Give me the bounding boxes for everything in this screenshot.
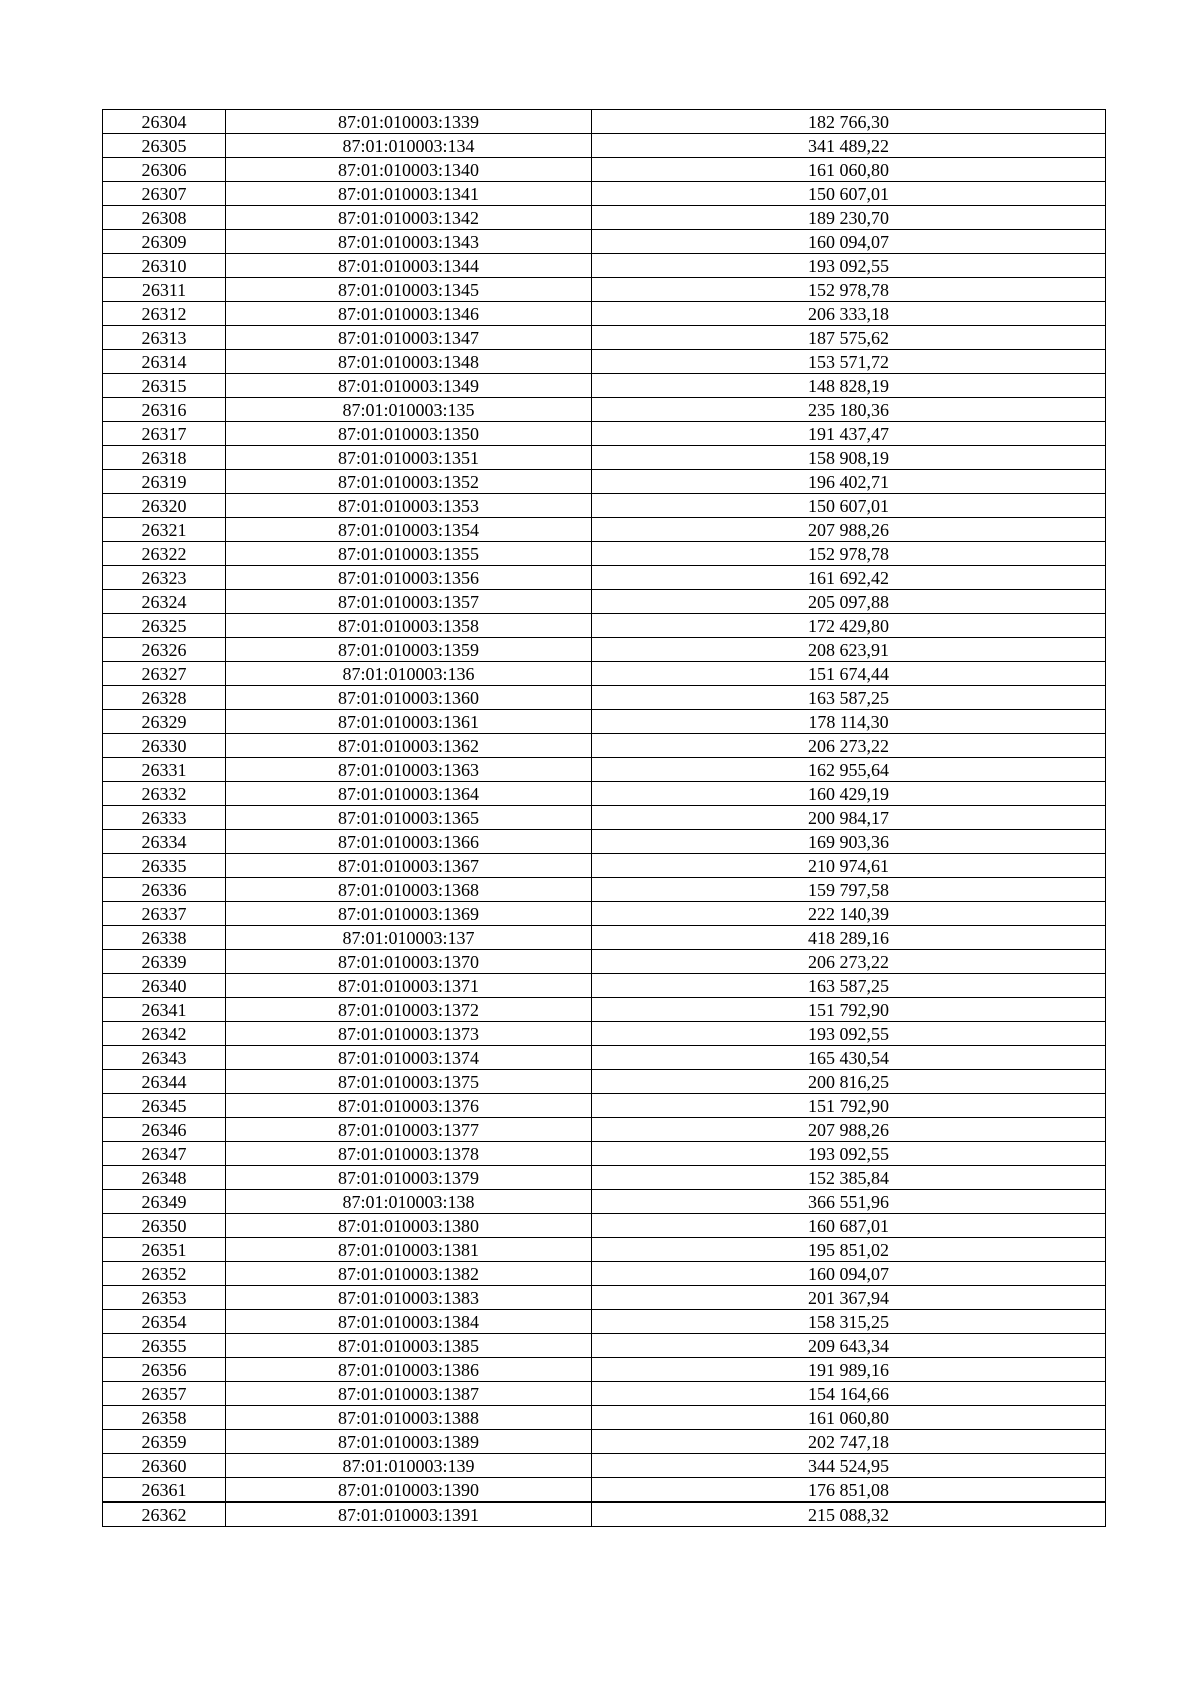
value-cell: 191 437,47 [592, 422, 1106, 446]
row-number-cell: 26335 [103, 854, 226, 878]
cadastral-number-cell: 87:01:010003:1356 [226, 566, 592, 590]
table-row [103, 1262, 1106, 1286]
table-row [103, 350, 1106, 374]
table-row [103, 1334, 1106, 1358]
cadastral-number-cell: 87:01:010003:1388 [226, 1406, 592, 1430]
row-number-cell: 26325 [103, 614, 226, 638]
cadastral-number-cell: 87:01:010003:136 [226, 662, 592, 686]
row-number-cell: 26337 [103, 902, 226, 926]
value-cell: 222 140,39 [592, 902, 1106, 926]
value-cell: 158 908,19 [592, 446, 1106, 470]
cadastral-number-cell: 87:01:010003:1385 [226, 1334, 592, 1358]
row-number-cell: 26305 [103, 134, 226, 158]
row-number-cell: 26351 [103, 1238, 226, 1262]
row-number-cell: 26356 [103, 1358, 226, 1382]
table-row [103, 182, 1106, 206]
value-cell: 206 273,22 [592, 950, 1106, 974]
cadastral-number-cell: 87:01:010003:1366 [226, 830, 592, 854]
value-cell: 235 180,36 [592, 398, 1106, 422]
cadastral-number-cell: 87:01:010003:1339 [226, 110, 592, 134]
row-number-cell: 26352 [103, 1262, 226, 1286]
cadastral-number-cell: 87:01:010003:1390 [226, 1478, 592, 1503]
table-row [103, 998, 1106, 1022]
row-number-cell: 26362 [103, 1502, 226, 1527]
table-row [103, 206, 1106, 230]
value-cell: 341 489,22 [592, 134, 1106, 158]
cadastral-number-cell: 87:01:010003:1389 [226, 1430, 592, 1454]
cadastral-value-table [102, 109, 1106, 1527]
value-cell: 209 643,34 [592, 1334, 1106, 1358]
cadastral-number-cell: 87:01:010003:1354 [226, 518, 592, 542]
value-cell: 172 429,80 [592, 614, 1106, 638]
table-row [103, 1166, 1106, 1190]
cadastral-number-cell: 87:01:010003:138 [226, 1190, 592, 1214]
table-row [103, 110, 1106, 134]
row-number-cell: 26334 [103, 830, 226, 854]
value-cell: 152 978,78 [592, 278, 1106, 302]
value-cell: 169 903,36 [592, 830, 1106, 854]
table-row [103, 374, 1106, 398]
row-number-cell: 26328 [103, 686, 226, 710]
cadastral-number-cell: 87:01:010003:1374 [226, 1046, 592, 1070]
table-row [103, 278, 1106, 302]
row-number-cell: 26309 [103, 230, 226, 254]
cadastral-number-cell: 87:01:010003:1375 [226, 1070, 592, 1094]
cadastral-number-cell: 87:01:010003:1377 [226, 1118, 592, 1142]
row-number-cell: 26358 [103, 1406, 226, 1430]
row-number-cell: 26361 [103, 1478, 226, 1503]
value-cell: 206 333,18 [592, 302, 1106, 326]
value-cell: 200 984,17 [592, 806, 1106, 830]
row-number-cell: 26323 [103, 566, 226, 590]
cadastral-number-cell: 87:01:010003:1361 [226, 710, 592, 734]
table-row [103, 686, 1106, 710]
row-number-cell: 26307 [103, 182, 226, 206]
value-cell: 215 088,32 [592, 1502, 1106, 1527]
row-number-cell: 26310 [103, 254, 226, 278]
value-cell: 206 273,22 [592, 734, 1106, 758]
cadastral-number-cell: 87:01:010003:1376 [226, 1094, 592, 1118]
row-number-cell: 26357 [103, 1382, 226, 1406]
table-body [103, 110, 1106, 1527]
row-number-cell: 26333 [103, 806, 226, 830]
cadastral-number-cell: 87:01:010003:1382 [226, 1262, 592, 1286]
row-number-cell: 26339 [103, 950, 226, 974]
cadastral-number-cell: 87:01:010003:134 [226, 134, 592, 158]
table-row [103, 1118, 1106, 1142]
value-cell: 152 385,84 [592, 1166, 1106, 1190]
table-row [103, 734, 1106, 758]
row-number-cell: 26355 [103, 1334, 226, 1358]
table-row [103, 1310, 1106, 1334]
table-row [103, 1406, 1106, 1430]
table-row [103, 1070, 1106, 1094]
row-number-cell: 26350 [103, 1214, 226, 1238]
value-cell: 160 094,07 [592, 230, 1106, 254]
value-cell: 150 607,01 [592, 182, 1106, 206]
value-cell: 160 094,07 [592, 1262, 1106, 1286]
row-number-cell: 26316 [103, 398, 226, 422]
cadastral-number-cell: 87:01:010003:1383 [226, 1286, 592, 1310]
value-cell: 208 623,91 [592, 638, 1106, 662]
cadastral-number-cell: 87:01:010003:1381 [226, 1238, 592, 1262]
table-row [103, 542, 1106, 566]
value-cell: 161 692,42 [592, 566, 1106, 590]
table-row [103, 1478, 1106, 1503]
value-cell: 163 587,25 [592, 686, 1106, 710]
cadastral-number-cell: 87:01:010003:135 [226, 398, 592, 422]
value-cell: 193 092,55 [592, 1142, 1106, 1166]
value-cell: 196 402,71 [592, 470, 1106, 494]
value-cell: 191 989,16 [592, 1358, 1106, 1382]
table-row [103, 878, 1106, 902]
row-number-cell: 26304 [103, 110, 226, 134]
row-number-cell: 26326 [103, 638, 226, 662]
cadastral-number-cell: 87:01:010003:1371 [226, 974, 592, 998]
cadastral-number-cell: 87:01:010003:1355 [226, 542, 592, 566]
value-cell: 195 851,02 [592, 1238, 1106, 1262]
cadastral-number-cell: 87:01:010003:1341 [226, 182, 592, 206]
cadastral-number-cell: 87:01:010003:1344 [226, 254, 592, 278]
cadastral-number-cell: 87:01:010003:1357 [226, 590, 592, 614]
cadastral-number-cell: 87:01:010003:1345 [226, 278, 592, 302]
table-row [103, 662, 1106, 686]
table-row [103, 230, 1106, 254]
value-cell: 154 164,66 [592, 1382, 1106, 1406]
value-cell: 165 430,54 [592, 1046, 1106, 1070]
row-number-cell: 26317 [103, 422, 226, 446]
cadastral-number-cell: 87:01:010003:1340 [226, 158, 592, 182]
row-number-cell: 26342 [103, 1022, 226, 1046]
cadastral-number-cell: 87:01:010003:1373 [226, 1022, 592, 1046]
value-cell: 205 097,88 [592, 590, 1106, 614]
table-row [103, 830, 1106, 854]
table-row [103, 398, 1106, 422]
row-number-cell: 26340 [103, 974, 226, 998]
value-cell: 187 575,62 [592, 326, 1106, 350]
row-number-cell: 26344 [103, 1070, 226, 1094]
row-number-cell: 26336 [103, 878, 226, 902]
table-row [103, 782, 1106, 806]
row-number-cell: 26313 [103, 326, 226, 350]
row-number-cell: 26319 [103, 470, 226, 494]
row-number-cell: 26353 [103, 1286, 226, 1310]
cadastral-number-cell: 87:01:010003:1343 [226, 230, 592, 254]
row-number-cell: 26318 [103, 446, 226, 470]
table-row [103, 566, 1106, 590]
row-number-cell: 26332 [103, 782, 226, 806]
table-row [103, 518, 1106, 542]
cadastral-number-cell: 87:01:010003:1353 [226, 494, 592, 518]
cadastral-number-cell: 87:01:010003:1380 [226, 1214, 592, 1238]
cadastral-number-cell: 87:01:010003:1364 [226, 782, 592, 806]
value-cell: 182 766,30 [592, 110, 1106, 134]
cadastral-number-cell: 87:01:010003:1365 [226, 806, 592, 830]
cadastral-number-cell: 87:01:010003:1386 [226, 1358, 592, 1382]
value-cell: 161 060,80 [592, 1406, 1106, 1430]
row-number-cell: 26312 [103, 302, 226, 326]
cadastral-number-cell: 87:01:010003:1360 [226, 686, 592, 710]
row-number-cell: 26349 [103, 1190, 226, 1214]
cadastral-number-cell: 87:01:010003:1368 [226, 878, 592, 902]
value-cell: 160 429,19 [592, 782, 1106, 806]
row-number-cell: 26315 [103, 374, 226, 398]
row-number-cell: 26343 [103, 1046, 226, 1070]
row-number-cell: 26345 [103, 1094, 226, 1118]
value-cell: 153 571,72 [592, 350, 1106, 374]
value-cell: 207 988,26 [592, 518, 1106, 542]
value-cell: 210 974,61 [592, 854, 1106, 878]
value-cell: 193 092,55 [592, 254, 1106, 278]
table-row [103, 974, 1106, 998]
cadastral-number-cell: 87:01:010003:139 [226, 1454, 592, 1478]
table-row [103, 134, 1106, 158]
row-number-cell: 26306 [103, 158, 226, 182]
table-row [103, 446, 1106, 470]
table-row [103, 1046, 1106, 1070]
table-row [103, 614, 1106, 638]
row-number-cell: 26329 [103, 710, 226, 734]
row-number-cell: 26338 [103, 926, 226, 950]
table-row [103, 1286, 1106, 1310]
table-row [103, 1454, 1106, 1478]
table-row [103, 1022, 1106, 1046]
row-number-cell: 26314 [103, 350, 226, 374]
cadastral-number-cell: 87:01:010003:1387 [226, 1382, 592, 1406]
row-number-cell: 26330 [103, 734, 226, 758]
value-cell: 151 674,44 [592, 662, 1106, 686]
value-cell: 151 792,90 [592, 1094, 1106, 1118]
cadastral-number-cell: 87:01:010003:1350 [226, 422, 592, 446]
value-cell: 201 367,94 [592, 1286, 1106, 1310]
value-cell: 202 747,18 [592, 1430, 1106, 1454]
table-row [103, 590, 1106, 614]
value-cell: 158 315,25 [592, 1310, 1106, 1334]
cadastral-number-cell: 87:01:010003:1379 [226, 1166, 592, 1190]
value-cell: 418 289,16 [592, 926, 1106, 950]
table-row [103, 1142, 1106, 1166]
table-row [103, 806, 1106, 830]
table-row [103, 1358, 1106, 1382]
table-row [103, 254, 1106, 278]
table-row [103, 1502, 1106, 1527]
value-cell: 178 114,30 [592, 710, 1106, 734]
value-cell: 159 797,58 [592, 878, 1106, 902]
table-row [103, 494, 1106, 518]
value-cell: 150 607,01 [592, 494, 1106, 518]
cadastral-number-cell: 87:01:010003:137 [226, 926, 592, 950]
value-cell: 366 551,96 [592, 1190, 1106, 1214]
cadastral-number-cell: 87:01:010003:1358 [226, 614, 592, 638]
cadastral-number-cell: 87:01:010003:1372 [226, 998, 592, 1022]
row-number-cell: 26346 [103, 1118, 226, 1142]
cadastral-number-cell: 87:01:010003:1346 [226, 302, 592, 326]
value-cell: 189 230,70 [592, 206, 1106, 230]
cadastral-number-cell: 87:01:010003:1362 [226, 734, 592, 758]
cadastral-number-cell: 87:01:010003:1367 [226, 854, 592, 878]
value-cell: 162 955,64 [592, 758, 1106, 782]
cadastral-number-cell: 87:01:010003:1363 [226, 758, 592, 782]
cadastral-number-cell: 87:01:010003:1384 [226, 1310, 592, 1334]
cadastral-number-cell: 87:01:010003:1391 [226, 1502, 592, 1527]
table-row [103, 1214, 1106, 1238]
table-row [103, 854, 1106, 878]
row-number-cell: 26311 [103, 278, 226, 302]
row-number-cell: 26327 [103, 662, 226, 686]
cadastral-number-cell: 87:01:010003:1352 [226, 470, 592, 494]
value-cell: 160 687,01 [592, 1214, 1106, 1238]
cadastral-number-cell: 87:01:010003:1347 [226, 326, 592, 350]
cadastral-number-cell: 87:01:010003:1348 [226, 350, 592, 374]
table-row [103, 326, 1106, 350]
value-cell: 193 092,55 [592, 1022, 1106, 1046]
row-number-cell: 26359 [103, 1430, 226, 1454]
row-number-cell: 26321 [103, 518, 226, 542]
cadastral-number-cell: 87:01:010003:1370 [226, 950, 592, 974]
value-cell: 148 828,19 [592, 374, 1106, 398]
table-row [103, 422, 1106, 446]
value-cell: 200 816,25 [592, 1070, 1106, 1094]
cadastral-number-cell: 87:01:010003:1351 [226, 446, 592, 470]
value-cell: 176 851,08 [592, 1478, 1106, 1503]
table-row [103, 902, 1106, 926]
table-row [103, 926, 1106, 950]
row-number-cell: 26322 [103, 542, 226, 566]
value-cell: 161 060,80 [592, 158, 1106, 182]
cadastral-number-cell: 87:01:010003:1349 [226, 374, 592, 398]
table-row [103, 710, 1106, 734]
cadastral-number-cell: 87:01:010003:1342 [226, 206, 592, 230]
table-row [103, 1190, 1106, 1214]
table-row [103, 638, 1106, 662]
table-row [103, 1430, 1106, 1454]
cadastral-number-cell: 87:01:010003:1359 [226, 638, 592, 662]
row-number-cell: 26354 [103, 1310, 226, 1334]
table-row [103, 950, 1106, 974]
table-row [103, 1382, 1106, 1406]
row-number-cell: 26341 [103, 998, 226, 1022]
row-number-cell: 26348 [103, 1166, 226, 1190]
table-row [103, 470, 1106, 494]
row-number-cell: 26308 [103, 206, 226, 230]
table-row [103, 302, 1106, 326]
value-cell: 163 587,25 [592, 974, 1106, 998]
value-cell: 207 988,26 [592, 1118, 1106, 1142]
row-number-cell: 26331 [103, 758, 226, 782]
row-number-cell: 26320 [103, 494, 226, 518]
table-row [103, 1094, 1106, 1118]
cadastral-number-cell: 87:01:010003:1378 [226, 1142, 592, 1166]
table-row [103, 758, 1106, 782]
row-number-cell: 26324 [103, 590, 226, 614]
value-cell: 152 978,78 [592, 542, 1106, 566]
row-number-cell: 26360 [103, 1454, 226, 1478]
value-cell: 344 524,95 [592, 1454, 1106, 1478]
cadastral-number-cell: 87:01:010003:1369 [226, 902, 592, 926]
table-row [103, 158, 1106, 182]
row-number-cell: 26347 [103, 1142, 226, 1166]
value-cell: 151 792,90 [592, 998, 1106, 1022]
table-row [103, 1238, 1106, 1262]
